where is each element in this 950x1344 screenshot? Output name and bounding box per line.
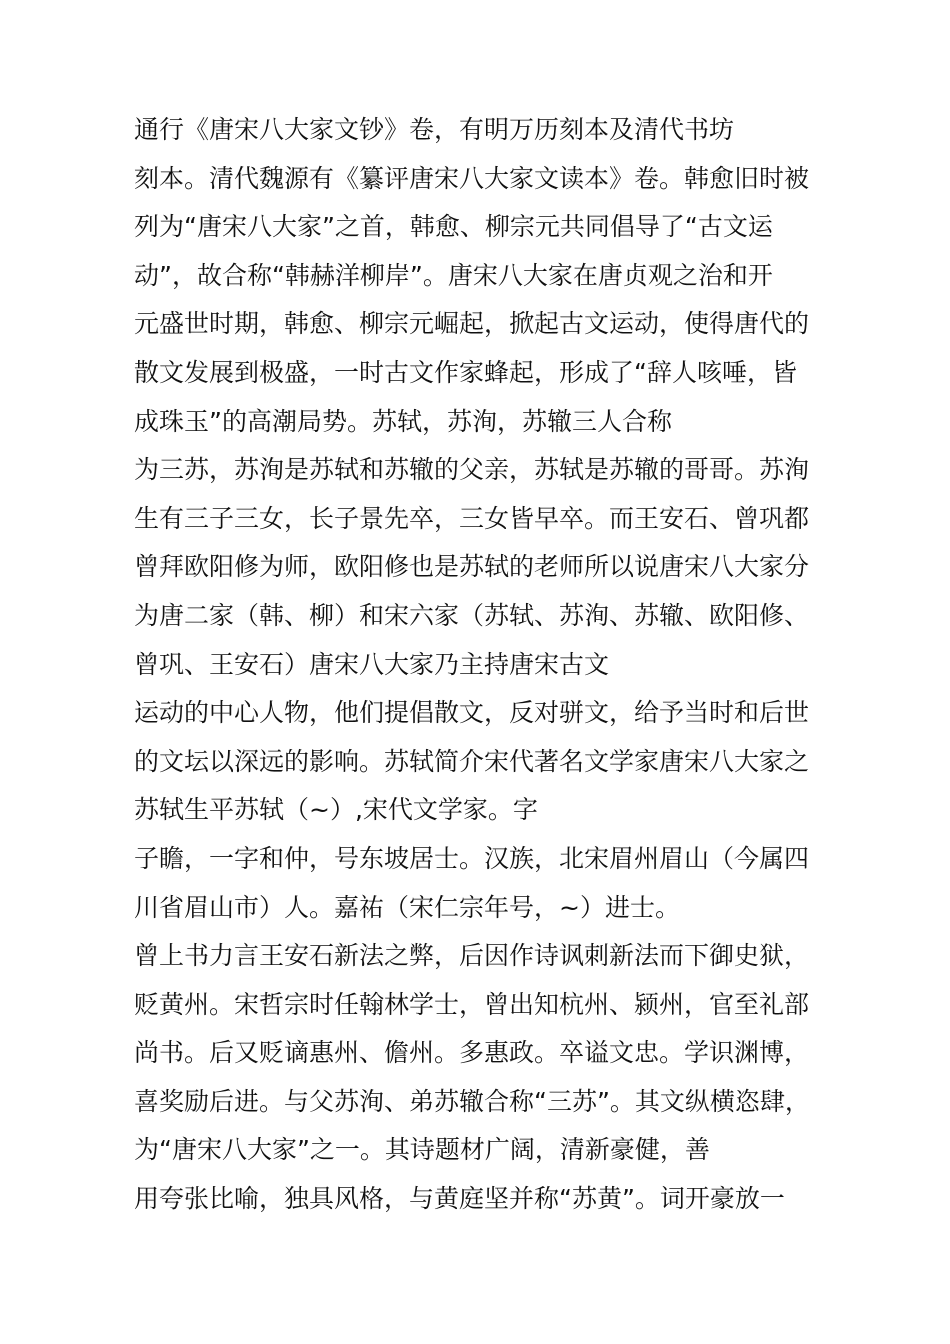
- body-text: [134, 106, 834, 1224]
- text-line-12: 曾巩、王安石）唐宋八大家乃主持唐宋古文: [134, 649, 610, 679]
- text-line-9: 生有三子三女，长子景先卒，三女皆早卒。而王安石、曾巩都: [134, 503, 810, 533]
- text-line-23: 用夸张比喻，独具风格，与黄庭坚并称“苏黄”。词开豪放一: [134, 1184, 785, 1214]
- text-line-5: 元盛世时期，韩愈、柳宗元崛起，掀起古文运动，使得唐代的: [134, 309, 810, 339]
- text-line-8: 为三苏，苏洵是苏轼和苏辙的父亲，苏轼是苏辙的哥哥。苏洵: [134, 455, 810, 485]
- text-line-13: 运动的中心人物，他们提倡散文，反对骈文，给予当时和后世: [134, 698, 810, 728]
- text-line-3: 列为“唐宋八大家”之首，韩愈、柳宗元共同倡导了“古文运: [134, 212, 773, 242]
- text-line-20: 尚书。后又贬谪惠州、儋州。多惠政。卒谥文忠。学识渊博，: [134, 1038, 810, 1068]
- text-line-7: 成珠玉”的高潮局势。苏轼，苏洵，苏辙三人合称: [134, 406, 672, 436]
- text-line-18: 曾上书力言王安石新法之弊，后因作诗讽刺新法而下御史狱，: [134, 941, 810, 971]
- text-line-22: 为“唐宋八大家”之一。其诗题材广阔，清新豪健，善: [134, 1135, 710, 1165]
- text-line-16: 子瞻，一字和仲，号东坡居士。汉族，北宋眉州眉山（今属四: [134, 843, 810, 873]
- text-line-1: 通行《唐宋八大家文钞》卷，有明万历刻本及清代书坊: [134, 115, 735, 144]
- text-line-17: 川省眉山市）人。嘉祐（宋仁宗年号，~）进士。: [134, 892, 680, 922]
- text-line-11: 为唐二家（韩、柳）和宋六家（苏轼、苏洵、苏辙、欧阳修、: [134, 600, 810, 630]
- text-line-21: 喜奖励后进。与父苏洵、弟苏辙合称“三苏”。其文纵横恣肆，: [134, 1086, 810, 1116]
- text-line-19: 贬黄州。宋哲宗时任翰林学士，曾出知杭州、颍州，官至礼部: [134, 989, 810, 1019]
- text-line-10: 曾拜欧阳修为师，欧阳修也是苏轼的老师所以说唐宋八大家分: [134, 552, 810, 582]
- text-line-4: 动”，故合称“韩赫洋柳岸”。唐宋八大家在唐贞观之治和开: [134, 260, 773, 290]
- text-line-6: 散文发展到极盛，一时古文作家蜂起，形成了“辞人咳唾，皆: [134, 357, 797, 387]
- text-line-2: 刻本。清代魏源有《纂评唐宋八大家文读本》卷。韩愈旧时被: [134, 163, 810, 193]
- text-line-15: 苏轼生平苏轼（~）,宋代文学家。字: [134, 795, 538, 825]
- text-line-14: 的文坛以深远的影响。苏轼简介宋代著名文学家唐宋八大家之: [134, 746, 810, 776]
